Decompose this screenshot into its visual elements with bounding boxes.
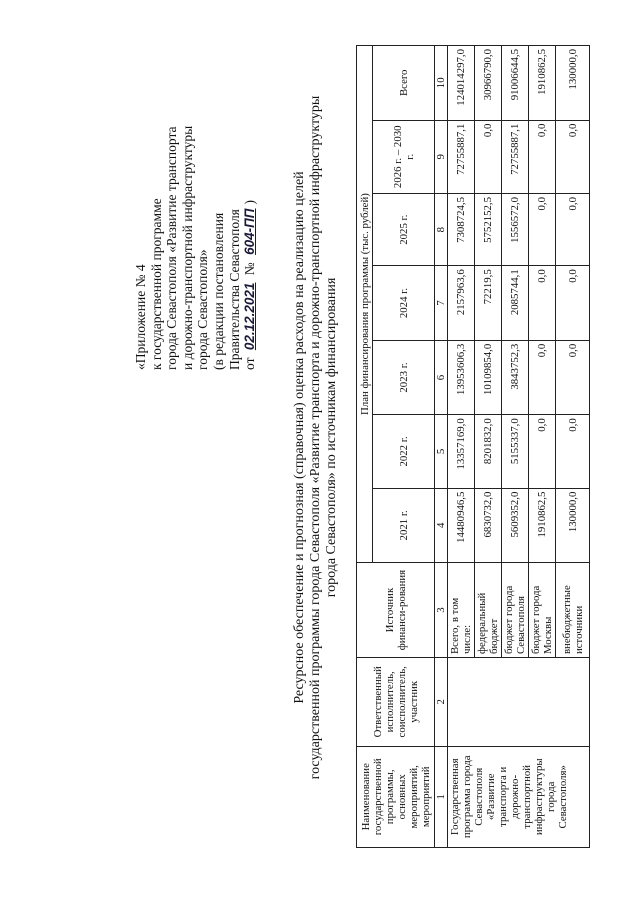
total-cell: 30966790,0 [475,46,502,121]
total-cell: 124014297,0 [448,46,475,121]
total-cell: 91006644,5 [502,46,529,121]
value-cell: 0,0 [529,193,556,265]
header-source: Источник финанси-рования [357,563,435,658]
date-prefix: от [242,357,258,370]
column-number: 3 [435,563,448,658]
value-cell: 0,0 [556,193,590,265]
program-name-cell: Государственная программа города Севастополя «Развитие транспорта и дорожно-транспортной инфраструктуры города Севастополя» [448,746,590,847]
value-cell: 5609352,0 [502,488,529,562]
number-suffix: ) [242,199,258,205]
executor-cell [448,658,590,747]
handwritten-number: 604-ПП [242,208,258,255]
column-number: 6 [435,340,448,414]
value-cell: 0,0 [529,340,556,414]
column-number: 7 [435,266,448,340]
source-cell: внебюджетные источники [556,563,590,658]
header-program-name: Наименование государственной программы, основных мероприятий, мероприятий [357,746,435,847]
value-cell: 0,0 [529,415,556,488]
source-cell: бюджет города Севастополя [502,563,529,658]
value-cell: 0,0 [529,266,556,340]
appendix-block [133,40,258,370]
source-cell: бюджет города Москвы [529,563,556,658]
source-cell: Всего, в том числе: [448,563,475,658]
table-row [448,46,475,848]
value-cell: 1910862,5 [529,488,556,562]
value-cell: 72755887,1 [448,120,475,193]
handwritten-date: 02.12.2021 [242,282,258,351]
header-financing-plan: План финансирования программы (тыс. рублей) [357,46,373,563]
header-year: 2026 г. – 2030 г. [373,120,435,193]
value-cell: 7308724,5 [448,193,475,265]
title-line: государственной программы города Севастополя «Развитие транспорта и дорожно-транспортной инфраструктуры [307,95,323,780]
value-cell: 0,0 [556,266,590,340]
value-cell: 8201832,0 [475,415,502,488]
header-year: 2022 г. [373,415,435,488]
header-total: Всего [373,46,435,121]
value-cell: 0,0 [556,120,590,193]
column-number: 4 [435,488,448,562]
column-number: 1 [435,746,448,847]
value-cell: 13357169,0 [448,415,475,488]
header-year: 2024 г. [373,266,435,340]
title-line: города Севастополя» по источникам финансирования [323,277,339,598]
column-number-row [435,46,448,848]
value-cell: 0,0 [556,415,590,488]
value-cell: 72755887,1 [502,120,529,193]
header-year: 2021 г. [373,488,435,562]
total-cell: 130000,0 [556,46,590,121]
appendix-line: «Приложение № 4 [133,264,148,370]
value-cell: 5752152,5 [475,193,502,265]
value-cell: 0,0 [475,120,502,193]
value-cell: 0,0 [556,340,590,414]
value-cell: 6830732,0 [475,488,502,562]
column-number: 9 [435,120,448,193]
value-cell: 2157963,6 [448,266,475,340]
value-cell: 72219,5 [475,266,502,340]
value-cell: 14480946,5 [448,488,475,562]
column-number: 8 [435,193,448,265]
appendix-line: (в редакции постановления [210,212,226,370]
column-number: 2 [435,658,448,747]
value-cell: 13953606,3 [448,340,475,414]
column-number: 5 [435,415,448,488]
title-line: Ресурсное обеспечение и прогнозная (справочная) оценка расходов на реализацию целей [292,171,307,704]
column-number: 10 [435,46,448,121]
value-cell: 2085744,1 [502,266,529,340]
value-cell: 1556572,0 [502,193,529,265]
document-title [292,50,339,825]
appendix-line: города Севастополя «Развитие транспорта [164,126,180,370]
header-executor: Ответственный исполнитель, соисполнитель, участник [357,658,435,747]
header-year: 2023 г. [373,340,435,414]
appendix-line: к государственной программе [148,198,164,370]
value-cell: 5155337,0 [502,415,529,488]
value-cell: 130000,0 [556,488,590,562]
appendix-line: города Севастополя» [195,249,211,370]
appendix-date-line [242,40,258,370]
source-cell: федеральный бюджет [475,563,502,658]
value-cell: 3843752,3 [502,340,529,414]
header-year: 2025 г. [373,193,435,265]
value-cell: 10109854,0 [475,340,502,414]
appendix-line: и дорожно-транспортной инфраструктуры [179,125,195,370]
total-cell: 1910862,5 [529,46,556,121]
value-cell: 0,0 [529,120,556,193]
financing-table [356,45,590,848]
appendix-line: Правительства Севастополя [226,209,242,370]
number-prefix: № [242,262,258,276]
